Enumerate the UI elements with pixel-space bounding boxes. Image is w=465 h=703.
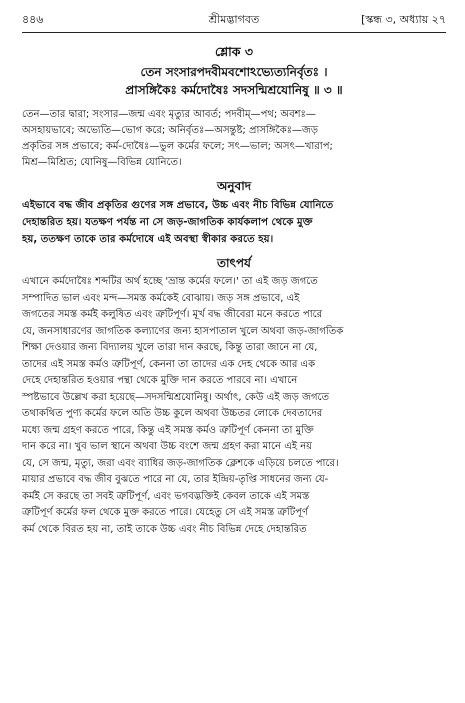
purport-line: তথাকথিত পুণ্য কর্মের ফলে অতি উচ্চ কুলে অথবা উচ্চতর লোকে দেবতাদের	[22, 408, 323, 419]
purport-line: যে, সে জন্ম, মৃত্যু, জরা এবং ব্যাধির জড়-জাগতিক ক্লেশকে এড়িয়ে চলতে পারে।	[22, 457, 339, 469]
header-rule	[22, 32, 446, 33]
verse-label: শ্লোক ৩	[214, 44, 254, 59]
book-page	[22, 10, 446, 694]
purport-line: মধ্যে জন্ম গ্রহণ করতে পারে, কিন্তু এই সমস্ত কর্মও ত্রুটিপূর্ণ কেননা তা মুক্তি	[22, 424, 314, 436]
verse-line-2: প্রাসঙ্গিকৈঃ কর্মদোষৈঃ সদসন্মিশ্রযোনিষু ॥ ৩ ॥	[125, 83, 343, 97]
purport-line: মায়ার প্রভাবে বদ্ধ জীব বুঝতে পারে না যে, তার ইন্দ্রিয়-তৃপ্তি সাধনের জন্য যে-	[22, 474, 329, 485]
purport-line: দান করে না। খুব ভাল স্থানে অথবা উচ্চ বংশে জন্ম গ্রহণ করা মানে এই নয়	[22, 441, 313, 452]
translation-line: এইভাবে বদ্ধ জীব প্রকৃতির গুণের সঙ্গ প্রভাবে, উচ্চ এবং নীচ বিভিন্ন যোনিতে	[22, 200, 334, 211]
translation-line: হয়, ততক্ষণ তাকে তার কর্মদোষে এই অবস্থা স্বীকার করতে হয়।	[22, 234, 274, 245]
purport-line: স্পষ্টভাবে উল্লেখ করা হয়েছে—সদসন্মিশ্রযোনিষু। অর্থাৎ, কেউ এই জড় জগতে	[22, 391, 330, 403]
purport-line: কর্মই সে করছে তা সবই ত্রুটিপূর্ণ, এবং ভগবদ্ভক্তিই কেবল তাকে এই সমস্ত	[22, 490, 310, 502]
purport-line: এখানে কর্মদোষৈঃ শব্দটির অর্থ হচ্ছে 'ভ্রান্ত কর্মের ফলে।' তা এই জড় জগতে	[22, 276, 318, 287]
synonyms-line: তেন—তার দ্বারা; সংসার—জন্ম এবং মৃত্যুর আবর্ত; পদবীম্—পথ; অবশঃ—	[22, 109, 316, 120]
purport-line: ত্রুটিপূর্ণ কর্মের ফল থেকে মুক্ত করতে পারে। যেহেতু সে এই সমস্ত ত্রুটিপূর্ণ	[22, 507, 308, 518]
synonyms-line: অসহায়ভাবে; অভ্যেতি—ভোগ করে; অনির্বৃতঃ—অসন্তুষ্ট; প্রাসঙ্গিকৈঃ—জড়	[22, 125, 319, 136]
purport-line: শিক্ষা দেওয়ার জন্য বিদ্যালয় খুলে তারা দান করছে, কিন্তু তারা জানে না যে,	[22, 342, 318, 353]
synonyms-line: প্রকৃতির সঙ্গ প্রভাবে; কর্ম-দোষৈঃ—ভুল কর্মের ফলে; সৎ—ভাল; অসৎ—খারাপ;	[22, 141, 333, 152]
purport-line: জগতের সমস্ত কর্মই কলুষিত এবং ত্রুটিপূর্ণ। মূর্খ বদ্ধ জীবেরা মনে করতে পারে	[22, 309, 323, 320]
page-header	[22, 10, 446, 30]
chapter-reference: [স্কন্ধ ৩, অধ্যায় ২৭	[361, 13, 446, 26]
translation-line: দেহান্তরিত হয়। যতক্ষণ পর্যন্ত না সে জড়-জাগতিক কার্যকলাপ থেকে মুক্ত	[22, 217, 313, 228]
purport-line: দেহে দেহান্তরিত হওয়ার পন্থা থেকে মুক্তি দান করতে পারবে না। এখানে	[22, 375, 298, 386]
translation-paragraph	[22, 197, 446, 248]
purport-line: সম্পাদিত ভাল এবং মন্দ—সমস্ত কর্মকেই বোঝায়। জড় সঙ্গ প্রভাবে, এই	[22, 292, 300, 304]
verse-block	[22, 43, 446, 99]
purport-line: তাদের এই সমস্ত কর্মও ত্রুটিপূর্ণ, কেননা তা তাদের এক দেহ থেকে আর এক	[22, 358, 316, 370]
page-number: ৪৪৬	[22, 13, 44, 26]
synonyms-paragraph	[22, 107, 446, 171]
translation-heading: অনুবাদ	[216, 179, 252, 193]
verse-line-1: তেন সংসারপদবীমবশোঽভ্যেত্যনির্বৃতঃ ।	[140, 65, 328, 79]
purport-line: কর্ম থেকে বিরত হয় না, তাই তাকে উচ্চ এবং নীচ বিভিন্ন দেহে দেহান্তরিত	[22, 523, 307, 535]
purport-line: যে, জনসাধারণের জাগতিক কল্যাণের জন্য হাসপাতাল খুলে অথবা জড়-জাগতিক	[22, 325, 344, 337]
synonyms-line: মিশ্র—মিশ্রিত; যোনিষু—বিভিন্ন যোনিতে।	[22, 157, 182, 168]
purport-paragraph	[22, 274, 446, 538]
purport-heading: তাৎপর্য	[217, 256, 251, 270]
book-title: শ্রীমদ্ভাগবত	[208, 13, 260, 26]
